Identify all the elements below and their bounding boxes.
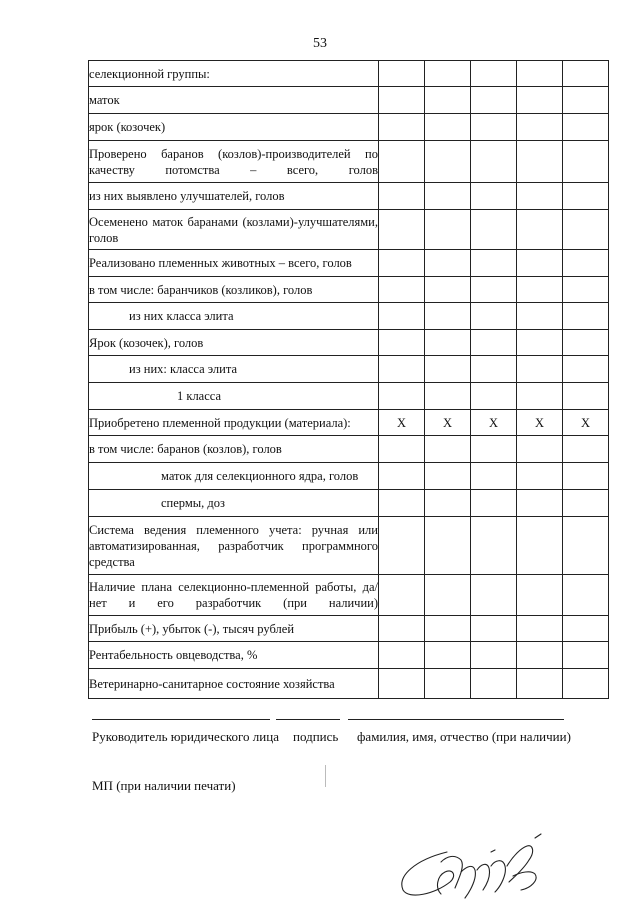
row-label: маток <box>89 87 379 114</box>
value-cell[interactable] <box>517 87 563 114</box>
value-cell[interactable] <box>563 517 609 575</box>
value-cell[interactable] <box>379 303 425 330</box>
value-cell[interactable] <box>425 87 471 114</box>
value-cell[interactable] <box>517 250 563 277</box>
table-row <box>89 141 609 183</box>
scan-mark <box>325 765 326 787</box>
value-cell[interactable] <box>563 356 609 383</box>
value-cell[interactable] <box>563 87 609 114</box>
row-label: из них класса элита <box>89 303 379 330</box>
full-name-line <box>348 719 564 720</box>
row-label: Приобретено племенной продукции (материала): <box>89 410 379 436</box>
value-cell[interactable] <box>563 463 609 490</box>
value-cell[interactable] <box>517 490 563 517</box>
value-cell[interactable] <box>471 303 517 330</box>
value-cell[interactable] <box>471 463 517 490</box>
value-cell[interactable] <box>425 356 471 383</box>
value-cell[interactable]: Х <box>425 410 471 436</box>
head-signature-line <box>92 719 270 720</box>
value-cell[interactable] <box>425 383 471 410</box>
value-cell[interactable] <box>563 183 609 210</box>
table-row <box>89 490 609 517</box>
row-label: Реализовано племенных животных – всего, голов <box>89 250 379 277</box>
row-label: Ярок (козочек), голов <box>89 330 379 356</box>
value-cell[interactable] <box>563 250 609 277</box>
value-cell[interactable] <box>379 250 425 277</box>
value-cell[interactable] <box>425 210 471 250</box>
value-cell[interactable] <box>471 517 517 575</box>
value-cell[interactable] <box>563 669 609 699</box>
value-cell[interactable] <box>563 141 609 183</box>
value-cell[interactable] <box>517 616 563 642</box>
signature-caption: подпись <box>293 729 339 744</box>
value-cell[interactable] <box>563 436 609 463</box>
table-row <box>89 356 609 383</box>
value-cell[interactable] <box>379 575 425 616</box>
value-cell[interactable] <box>471 210 517 250</box>
value-cell[interactable] <box>379 490 425 517</box>
row-label: маток для селекционного ядра, голов <box>89 463 379 490</box>
value-cell[interactable] <box>563 383 609 410</box>
row-label: Проверено баранов (козлов)-производителей по качеству потомства – всего, голов <box>89 141 379 183</box>
value-cell[interactable] <box>471 141 517 183</box>
value-cell[interactable] <box>471 277 517 303</box>
value-cell[interactable] <box>563 490 609 517</box>
value-cell[interactable] <box>379 87 425 114</box>
value-cell[interactable] <box>563 114 609 141</box>
value-cell[interactable] <box>425 277 471 303</box>
value-cell[interactable] <box>471 669 517 699</box>
table-row <box>89 410 609 436</box>
handwritten-signature <box>395 832 570 902</box>
value-cell[interactable] <box>379 277 425 303</box>
value-cell[interactable] <box>379 383 425 410</box>
row-label: в том числе: баранчиков (козликов), голов <box>89 277 379 303</box>
table-row <box>89 383 609 410</box>
table-row <box>89 303 609 330</box>
value-cell[interactable] <box>517 383 563 410</box>
table-body <box>89 61 609 699</box>
table-row <box>89 277 609 303</box>
table-row <box>89 114 609 141</box>
full-name-caption: фамилия, имя, отчество (при наличии) <box>357 729 571 744</box>
value-cell[interactable] <box>379 61 425 87</box>
value-cell[interactable] <box>379 141 425 183</box>
table-row <box>89 436 609 463</box>
value-cell[interactable] <box>379 642 425 669</box>
value-cell[interactable] <box>425 303 471 330</box>
value-cell[interactable] <box>379 436 425 463</box>
value-cell[interactable] <box>517 436 563 463</box>
table-row <box>89 575 609 616</box>
row-label: Система ведения племенного учета: ручная или автоматизированная, разработчик программного средства <box>89 517 379 575</box>
value-cell[interactable]: Х <box>563 410 609 436</box>
value-cell[interactable] <box>425 114 471 141</box>
value-cell[interactable] <box>517 61 563 87</box>
value-cell[interactable] <box>425 250 471 277</box>
value-cell[interactable]: Х <box>517 410 563 436</box>
value-cell[interactable] <box>425 183 471 210</box>
row-label: ярок (козочек) <box>89 114 379 141</box>
value-cell[interactable] <box>471 250 517 277</box>
row-label: Ветеринарно-санитарное состояние хозяйства <box>89 669 379 699</box>
row-label: из них выявлено улучшателей, голов <box>89 183 379 210</box>
row-label: Наличие плана селекционно-племенной работы, да/нет и его разработчик (при наличии) <box>89 575 379 616</box>
value-cell[interactable] <box>471 183 517 210</box>
row-label: из них: класса элита <box>89 356 379 383</box>
value-cell[interactable]: Х <box>471 410 517 436</box>
row-label: спермы, доз <box>89 490 379 517</box>
value-cell[interactable] <box>471 383 517 410</box>
value-cell[interactable] <box>471 642 517 669</box>
row-label: Рентабельность овцеводства, % <box>89 642 379 669</box>
table-row <box>89 330 609 356</box>
value-cell[interactable] <box>379 356 425 383</box>
value-cell[interactable] <box>425 642 471 669</box>
value-cell[interactable] <box>517 277 563 303</box>
table-row <box>89 517 609 575</box>
value-cell[interactable] <box>425 517 471 575</box>
value-cell[interactable] <box>379 669 425 699</box>
value-cell[interactable] <box>517 114 563 141</box>
table-row <box>89 669 609 699</box>
value-cell[interactable] <box>425 141 471 183</box>
table-row <box>89 250 609 277</box>
value-cell[interactable] <box>471 490 517 517</box>
value-cell[interactable] <box>517 183 563 210</box>
table-row <box>89 463 609 490</box>
stamp-note: МП (при наличии печати) <box>92 778 236 793</box>
value-cell[interactable] <box>425 463 471 490</box>
row-label: в том числе: баранов (козлов), голов <box>89 436 379 463</box>
value-cell[interactable] <box>471 114 517 141</box>
value-cell[interactable] <box>517 575 563 616</box>
table-row <box>89 642 609 669</box>
table-row <box>89 61 609 87</box>
value-cell[interactable] <box>379 183 425 210</box>
table-row <box>89 210 609 250</box>
value-cell[interactable] <box>379 517 425 575</box>
value-cell[interactable] <box>425 490 471 517</box>
value-cell[interactable] <box>471 436 517 463</box>
value-cell[interactable] <box>379 616 425 642</box>
value-cell[interactable] <box>425 669 471 699</box>
value-cell[interactable] <box>379 330 425 356</box>
value-cell[interactable] <box>517 642 563 669</box>
table-row <box>89 87 609 114</box>
row-label: Осеменено маток баранами (козлами)-улучшателями, голов <box>89 210 379 250</box>
value-cell[interactable] <box>517 669 563 699</box>
value-cell[interactable] <box>563 210 609 250</box>
head-caption: Руководитель юридического лица <box>92 729 279 744</box>
value-cell[interactable] <box>563 61 609 87</box>
value-cell[interactable] <box>471 61 517 87</box>
value-cell[interactable] <box>379 210 425 250</box>
value-cell[interactable] <box>563 616 609 642</box>
value-cell[interactable] <box>517 330 563 356</box>
value-cell[interactable] <box>517 356 563 383</box>
value-cell[interactable] <box>563 330 609 356</box>
row-label: селекционной группы: <box>89 61 379 87</box>
value-cell[interactable] <box>379 114 425 141</box>
value-cell[interactable] <box>517 210 563 250</box>
table-row <box>89 183 609 210</box>
value-cell[interactable] <box>471 616 517 642</box>
page-number: 53 <box>313 36 327 51</box>
value-cell[interactable] <box>379 463 425 490</box>
breeding-report-table <box>88 60 609 699</box>
value-cell[interactable] <box>471 87 517 114</box>
value-cell[interactable] <box>425 436 471 463</box>
value-cell[interactable] <box>517 517 563 575</box>
value-cell[interactable] <box>563 575 609 616</box>
value-cell[interactable] <box>563 277 609 303</box>
value-cell[interactable] <box>563 303 609 330</box>
value-cell[interactable] <box>425 330 471 356</box>
value-cell[interactable] <box>517 141 563 183</box>
value-cell[interactable] <box>471 575 517 616</box>
value-cell[interactable] <box>425 61 471 87</box>
value-cell[interactable] <box>517 303 563 330</box>
row-label: Прибыль (+), убыток (-), тысяч рублей <box>89 616 379 642</box>
value-cell[interactable] <box>471 330 517 356</box>
table-row <box>89 616 609 642</box>
value-cell[interactable] <box>425 616 471 642</box>
value-cell[interactable]: Х <box>379 410 425 436</box>
value-cell[interactable] <box>517 463 563 490</box>
signature-line <box>276 719 340 720</box>
value-cell[interactable] <box>425 575 471 616</box>
row-label: 1 класса <box>89 383 379 410</box>
value-cell[interactable] <box>471 356 517 383</box>
value-cell[interactable] <box>563 642 609 669</box>
